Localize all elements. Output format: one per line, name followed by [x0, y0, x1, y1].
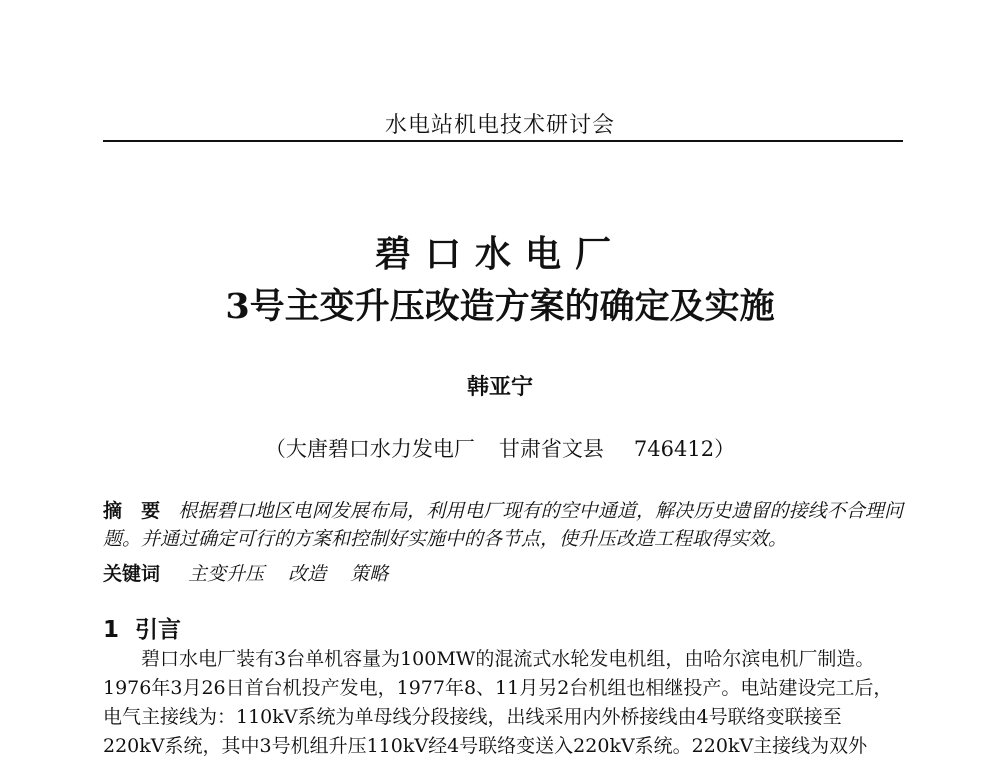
- affiliation-open-paren: （: [264, 437, 286, 461]
- body-line: 电气主接线为：110kV系统为单母线分段接线，出线采用内外桥接线由4号联络变联接至: [103, 706, 842, 728]
- author-affiliation: [0, 433, 1000, 463]
- section-title: 引言: [135, 617, 182, 643]
- running-head: 水电站机电技术研讨会: [384, 113, 615, 138]
- body-paragraph: [103, 645, 903, 761]
- author-name: 韩亚宁: [466, 374, 533, 400]
- affiliation-postcode: 746412: [633, 437, 715, 461]
- body-line: 220kV系统，其中3号机组升压110kV经4号联络变送入220kV系统。220kV主接线为双外: [103, 735, 868, 757]
- affiliation-close-paren: ）: [714, 437, 736, 461]
- abstract-label: 摘 要: [103, 500, 161, 522]
- keyword-item: 主变升压: [188, 563, 265, 585]
- keywords-label: 关键词: [103, 563, 161, 585]
- keyword-item: 策略: [350, 563, 389, 585]
- section-number: 1: [103, 617, 120, 643]
- abstract: [103, 497, 903, 553]
- paper-title-line2: 3号主变升压改造方案的确定及实施: [225, 286, 775, 327]
- paper-title-line1: 碧口水电厂: [374, 233, 625, 275]
- keywords: [103, 559, 903, 586]
- header-rule: [103, 140, 903, 142]
- affiliation-place: 甘肃省文县: [498, 437, 604, 461]
- body-line: 碧口水电厂装有3台单机容量为100MW的混流式水轮发电机组，由哈尔滨电机厂制造。: [141, 648, 875, 670]
- affiliation-org: 大唐碧口水力发电厂: [285, 437, 475, 461]
- abstract-text: 根据碧口地区电网发展布局，利用电厂现有的空中通道，解决历史遗留的接线不合理问题。并通过确定可行的方案和控制好实施中的各节点，使升压改造工程取得实效。: [103, 500, 903, 550]
- body-line: 1976年3月26日首台机投产发电，1977年8、11月另2台机组也相继投产。电站建设完工后，: [103, 677, 893, 699]
- section-heading: [103, 611, 181, 644]
- keyword-item: 改造: [288, 563, 327, 585]
